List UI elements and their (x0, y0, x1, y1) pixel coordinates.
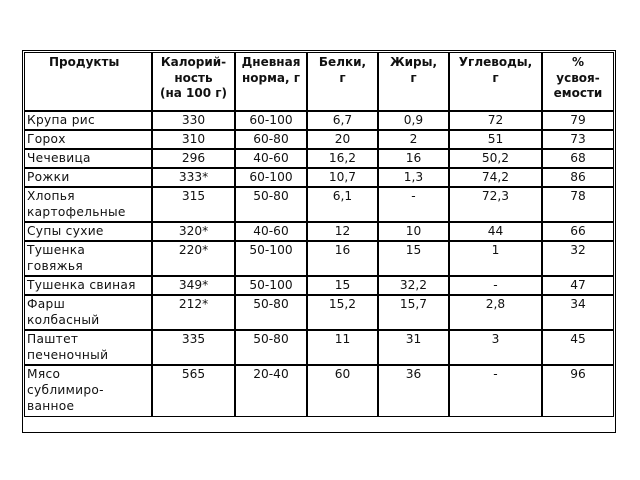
daily-norm-cell: 40-60 (235, 149, 307, 168)
product-name-line: сублимиро- (27, 383, 104, 397)
table-row (24, 168, 614, 187)
calories-cell: 330 (152, 111, 235, 130)
product-name-line: Хлопья (27, 189, 75, 203)
product-name-line: колбасный (27, 313, 100, 327)
product-name-cell (24, 365, 152, 417)
protein-cell: 60 (307, 365, 378, 417)
absorption-cell: 66 (542, 222, 614, 241)
calories-cell: 296 (152, 149, 235, 168)
carbs-cell: 2,8 (449, 295, 542, 330)
header-protein (307, 52, 378, 111)
product-name-cell (24, 241, 152, 276)
absorption-cell: 86 (542, 168, 614, 187)
calories-cell: 320* (152, 222, 235, 241)
table-header-row (24, 52, 614, 111)
product-name-line: Мясо (27, 367, 61, 381)
calories-cell: 212* (152, 295, 235, 330)
table-row (24, 295, 614, 330)
header-absorption (542, 52, 614, 111)
header-line: (на 100 г) (159, 86, 228, 100)
carbs-cell: 44 (449, 222, 542, 241)
table-row (24, 330, 614, 365)
header-line: ность (174, 70, 213, 85)
header-line: усвоя- (556, 70, 600, 85)
protein-cell: 20 (307, 130, 378, 149)
table-row (24, 130, 614, 149)
header-line: Продукты (49, 55, 120, 69)
header-line: Жиры, (389, 55, 438, 69)
absorption-cell: 73 (542, 130, 614, 149)
table-row (24, 149, 614, 168)
protein-cell: 16 (307, 241, 378, 276)
table-row (24, 187, 614, 222)
carbs-cell: 3 (449, 330, 542, 365)
table-row (24, 241, 614, 276)
header-line: % (571, 55, 585, 69)
header-fat (378, 52, 449, 111)
header-line: Калорий- (160, 55, 227, 69)
protein-cell: 6,1 (307, 187, 378, 222)
absorption-cell: 68 (542, 149, 614, 168)
fat-cell: 15,7 (378, 295, 449, 330)
product-name-line: картофельные (27, 205, 126, 219)
header-carbs (449, 52, 542, 111)
product-name-cell (24, 187, 152, 222)
carbs-cell: 51 (449, 130, 542, 149)
carbs-cell: 72,3 (449, 187, 542, 222)
absorption-cell: 78 (542, 187, 614, 222)
header-line: Углеводы, (458, 55, 533, 69)
daily-norm-cell: 50-80 (235, 295, 307, 330)
protein-cell: 15,2 (307, 295, 378, 330)
protein-cell: 10,7 (307, 168, 378, 187)
header-products (24, 52, 152, 111)
protein-cell: 15 (307, 276, 378, 295)
calories-cell: 220* (152, 241, 235, 276)
fat-cell: 36 (378, 365, 449, 417)
table-row (24, 365, 614, 417)
daily-norm-cell: 50-80 (235, 330, 307, 365)
calories-cell: 315 (152, 187, 235, 222)
product-name-cell (24, 168, 152, 187)
product-name-line: Фарш (27, 297, 66, 311)
absorption-cell: 79 (542, 111, 614, 130)
protein-cell: 6,7 (307, 111, 378, 130)
protein-cell: 11 (307, 330, 378, 365)
product-name-line: Супы сухие (27, 224, 104, 238)
carbs-cell: 74,2 (449, 168, 542, 187)
product-name-cell (24, 276, 152, 295)
header-daily-norm (235, 52, 307, 111)
product-name-line: ванное (27, 399, 75, 413)
calories-cell: 565 (152, 365, 235, 417)
header-line: норма, г (241, 70, 301, 85)
daily-norm-cell: 50-100 (235, 241, 307, 276)
protein-cell: 16,2 (307, 149, 378, 168)
product-name-line: Тушенка (27, 243, 86, 257)
carbs-cell: 1 (449, 241, 542, 276)
fat-cell: 31 (378, 330, 449, 365)
carbs-cell: - (449, 365, 542, 417)
carbs-cell: - (449, 276, 542, 295)
calories-cell: 310 (152, 130, 235, 149)
fat-cell: 32,2 (378, 276, 449, 295)
header-line: г (339, 70, 346, 85)
header-line: г (410, 70, 417, 85)
product-name-line: Крупа рис (27, 113, 95, 127)
header-line: г (492, 70, 499, 85)
header-line: Дневная (241, 55, 301, 69)
protein-cell: 12 (307, 222, 378, 241)
table-row (24, 111, 614, 130)
product-name-cell (24, 330, 152, 365)
table-body (24, 111, 614, 417)
product-name-line: говяжья (27, 259, 83, 273)
carbs-cell: 72 (449, 111, 542, 130)
fat-cell: 10 (378, 222, 449, 241)
fat-cell: 2 (378, 130, 449, 149)
product-name-cell (24, 222, 152, 241)
product-name-line: Горох (27, 132, 66, 146)
daily-norm-cell: 40-60 (235, 222, 307, 241)
table-row (24, 222, 614, 241)
absorption-cell: 32 (542, 241, 614, 276)
carbs-cell: 50,2 (449, 149, 542, 168)
product-name-cell (24, 295, 152, 330)
nutrition-table (24, 52, 614, 417)
fat-cell: - (378, 187, 449, 222)
calories-cell: 335 (152, 330, 235, 365)
calories-cell: 333* (152, 168, 235, 187)
calories-cell: 349* (152, 276, 235, 295)
daily-norm-cell: 60-100 (235, 168, 307, 187)
product-name-cell (24, 130, 152, 149)
product-name-line: Паштет (27, 332, 79, 346)
absorption-cell: 96 (542, 365, 614, 417)
fat-cell: 15 (378, 241, 449, 276)
absorption-cell: 34 (542, 295, 614, 330)
daily-norm-cell: 60-100 (235, 111, 307, 130)
product-name-line: Чечевица (27, 151, 91, 165)
daily-norm-cell: 60-80 (235, 130, 307, 149)
header-line: емости (553, 86, 603, 100)
fat-cell: 0,9 (378, 111, 449, 130)
product-name-line: Рожки (27, 170, 70, 184)
absorption-cell: 45 (542, 330, 614, 365)
absorption-cell: 47 (542, 276, 614, 295)
product-name-line: печеночный (27, 348, 109, 362)
daily-norm-cell: 50-100 (235, 276, 307, 295)
daily-norm-cell: 20-40 (235, 365, 307, 417)
header-line: Белки, (318, 55, 367, 69)
table-row (24, 276, 614, 295)
fat-cell: 16 (378, 149, 449, 168)
daily-norm-cell: 50-80 (235, 187, 307, 222)
product-name-cell (24, 149, 152, 168)
header-calories (152, 52, 235, 111)
fat-cell: 1,3 (378, 168, 449, 187)
product-name-line: Тушенка свиная (27, 278, 136, 292)
product-name-cell (24, 111, 152, 130)
nutrition-table-frame (22, 50, 616, 433)
